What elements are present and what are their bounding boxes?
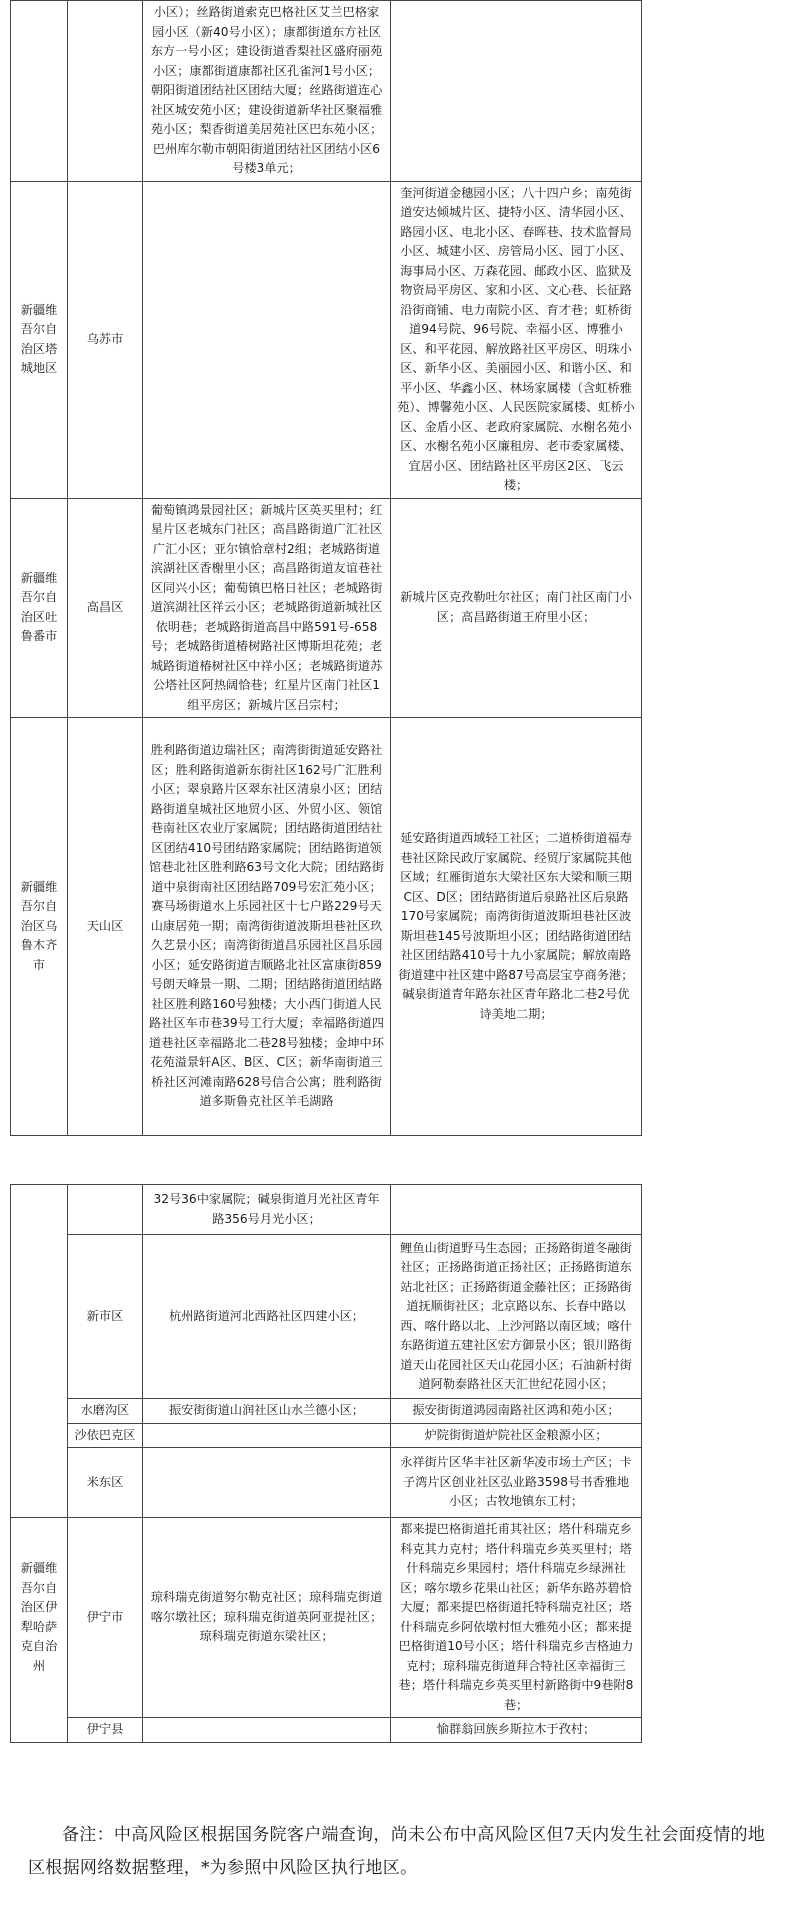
- high-risk-cell: [143, 181, 391, 498]
- table-row: [11, 1185, 642, 1235]
- table-row: [11, 181, 642, 498]
- medium-risk-cell: 愉群翁回族乡斯拉木于孜村；: [391, 1718, 642, 1743]
- city-cell: 乌苏市: [68, 181, 143, 498]
- city-cell: 新市区: [68, 1235, 143, 1399]
- medium-risk-cell: 延安路街道西域轻工社区；二道桥街道福寿巷社区除民政厅家属院、经贸厅家属院其他区域；红雁街道东大梁社区东大梁和顺三期C区、D区；团结路街道后泉路社区后泉路170号家属院；南湾街街道波斯坦巷社区波斯坦巷145号波斯坦小区；团结路街道团结社区团结路410号十九小家属院；解放南路街道建中社区建中路87号高层宝亨商务港；碱泉街道青年路东社区青年路北二巷2号优诗美地二期；: [391, 718, 642, 1136]
- region-cell: [11, 1, 68, 182]
- table-row: [11, 718, 642, 1136]
- region-cell: [11, 1399, 68, 1424]
- table-row: [11, 1423, 642, 1448]
- risk-table-part-1: [10, 0, 642, 1136]
- high-risk-cell: [143, 1423, 391, 1448]
- city-cell: 水磨沟区: [68, 1399, 143, 1424]
- table-row: [11, 1, 642, 182]
- city-cell: 伊宁县: [68, 1718, 143, 1743]
- high-risk-cell: 振安街街道山润社区山水兰德小区；: [143, 1399, 391, 1424]
- region-cell: 新疆维吾尔自治区塔城地区: [11, 181, 68, 498]
- table-row: [11, 1235, 642, 1399]
- medium-risk-cell: 永祥街片区华丰社区新华凌市场土产区；卡子湾片区创业社区弘业路3598号书香雅地小区；古牧地镇东工村；: [391, 1448, 642, 1518]
- region-cell: [11, 1448, 68, 1518]
- region-cell: 新疆维吾尔自治区吐鲁番市: [11, 498, 68, 718]
- high-risk-cell: 胜利路街道边瑞社区；南湾街街道延安路社区；胜利路街道新东街社区162号广汇胜利小区；翠泉路片区翠东社区清泉小区；团结路街道皇城社区地贸小区、外贸小区、领馆巷南社区农业厅家属院；团结路街道团结社区团结410号团结路家属院；团结路街道领馆巷北社区胜利路63号文化大院；团结路街道中泉街南社区团结路709号宏汇苑小区；赛马场街道水上乐园社区十七户路229号天山康居苑一期；南湾街街道波斯坦巷社区玖久艺景小区；南湾街街道昌乐园社区昌乐园小区；延安路街道吉顺路北社区富康街859号朗天峰景一期、二期；团结路街道团结路社区胜利路160号独楼；大小西门街道人民路社区车市巷39号工行大厦；幸福路街道四道巷社区幸福路北二巷28号独楼；金坤中环花苑溢景轩A区、B区、C区；新华南街道三桥社区河滩南路628号信合公寓；胜利路街道多斯鲁克社区羊毛湖路: [143, 718, 391, 1136]
- medium-risk-cell: 炉院街街道炉院社区金粮源小区；: [391, 1423, 642, 1448]
- table-row: [11, 1518, 642, 1718]
- risk-table-part-2: [10, 1184, 642, 1743]
- city-cell: [68, 1, 143, 182]
- region-cell: [11, 1423, 68, 1448]
- table-row: [11, 1448, 642, 1518]
- region-cell: 新疆维吾尔自治区乌鲁木齐市: [11, 718, 68, 1136]
- high-risk-cell: 杭州路街道河北西路社区四建小区；: [143, 1235, 391, 1399]
- table-row: [11, 498, 642, 718]
- region-cell: [11, 1235, 68, 1399]
- city-cell: [68, 1185, 143, 1235]
- city-cell: 米东区: [68, 1448, 143, 1518]
- high-risk-cell: [143, 1448, 391, 1518]
- region-cell: 新疆维吾尔自治区伊犁哈萨克自治州: [11, 1518, 68, 1718]
- medium-risk-cell: [391, 1185, 642, 1235]
- medium-risk-cell: 奎河街道金穗园小区；八十四户乡；南苑街道安达倾城片区、捷特小区、清华园小区、路园小区、电北小区、春晖巷、技术监督局小区、城建小区、房管局小区、园丁小区、海事局小区、万森花园、邮政小区、监狱及物资局平房区、家和小区、文心巷、长征路沿街商铺、电力南院小区、育才巷；虹桥街道94号院、96号院、幸福小区、博雅小区、和平花园、解放路社区平房区、明珠小区、新华小区、美丽园小区、和谐小区、和平小区、华鑫小区、林场家属楼（含虹桥雅苑）、博馨苑小区、人民医院家属楼、虹桥小区、金盾小区、老政府家属院、水榭名苑小区、水榭名苑小区廉租房、老市委家属楼、宜居小区、团结路社区平房区2区、飞云楼；: [391, 181, 642, 498]
- high-risk-cell: 小区）；丝路街道索克巴格社区艾兰巴格家园小区（新40号小区）；康都街道东方社区东方一号小区；建设街道香梨社区盛府丽苑小区；康都街道康都社区孔雀河1号小区；朝阳街道团结社区团结大厦；丝路街道连心社区城安苑小区；建设街道新华社区聚福雅苑小区；梨香街道美居苑社区巴东苑小区；巴州库尔勒市朝阳街道团结社区团结小区6号楼3单元；: [143, 1, 391, 182]
- city-cell: 沙依巴克区: [68, 1423, 143, 1448]
- medium-risk-cell: 振安街街道鸿园南路社区鸿和苑小区；: [391, 1399, 642, 1424]
- medium-risk-cell: 鲤鱼山街道野马生态园；正扬路街道冬融街社区；正扬路街道正扬社区；正扬路街道东站北社区；正扬路街道金藤社区；正扬路街道抚顺街社区；北京路以东、长春中路以西、喀什路以北、上沙河路以南区域；喀什东路街道五建社区宏方御景小区；银川路街道天山花园社区天山花园小区；石油新村街道阿勒泰路社区天汇世纪花园小区；: [391, 1235, 642, 1399]
- high-risk-cell: 32号36中家属院；碱泉街道月光社区青年路356号月光小区；: [143, 1185, 391, 1235]
- city-cell: 天山区: [68, 718, 143, 1136]
- city-cell: 伊宁市: [68, 1518, 143, 1718]
- footnote: 备注：中高风险区根据国务院客户端查询，尚未公布中高风险区但7天内发生社会面疫情的地区根据网络数据整理，*为参照中风险区执行地区。: [28, 1825, 766, 1878]
- city-cell: 高昌区: [68, 498, 143, 718]
- medium-risk-cell: [391, 1, 642, 182]
- table-row: [11, 1718, 642, 1743]
- high-risk-cell: [143, 1718, 391, 1743]
- medium-risk-cell: 新城片区克孜勒吐尔社区；南门社区南门小区；高昌路街道王府里小区；: [391, 498, 642, 718]
- high-risk-cell: 葡萄镇鸿景园社区；新城片区英买里村；红星片区老城东门社区；高昌路街道广汇社区广汇小区；亚尔镇恰章村2组；老城路街道滨湖社区香榭里小区；高昌路街道友谊巷社区同兴小区；葡萄镇巴格日社区；老城路街道滨湖社区祥云小区；老城路街道新城社区依明巷；老城路街道高昌中路591号-658号；老城路街道椿树路社区博斯坦花苑；老城路街道椿树社区中祥小区；老城路街道苏公塔社区阿热阔恰巷；红星片区南门社区1组平房区；新城片区吕宗村；: [143, 498, 391, 718]
- medium-risk-cell: 都来提巴格街道托甫其社区；塔什科瑞克乡科克其力克村；塔什科瑞克乡英买里村；塔什科瑞克乡果园村；塔什科瑞克乡绿洲社区；喀尔墩乡花果山社区；新华东路苏碧恰大厦；都来提巴格街道托特科瑞克社区；塔什科瑞克乡阿依墩村恒大雅苑小区；都来提巴格街道10号小区；塔什科瑞克乡吉格迪力克村；琼科瑞克街道拜合特社区幸福街三巷；塔什科瑞克乡英买里村新路街中9巷附8巷；: [391, 1518, 642, 1718]
- table-row: [11, 1399, 642, 1424]
- region-cell: [11, 1718, 68, 1743]
- high-risk-cell: 琼科瑞克街道努尔勒克社区；琼科瑞克街道喀尔墩社区；琼科瑞克街道英阿亚提社区；琼科瑞克街道东梁社区；: [143, 1518, 391, 1718]
- region-cell: [11, 1185, 68, 1235]
